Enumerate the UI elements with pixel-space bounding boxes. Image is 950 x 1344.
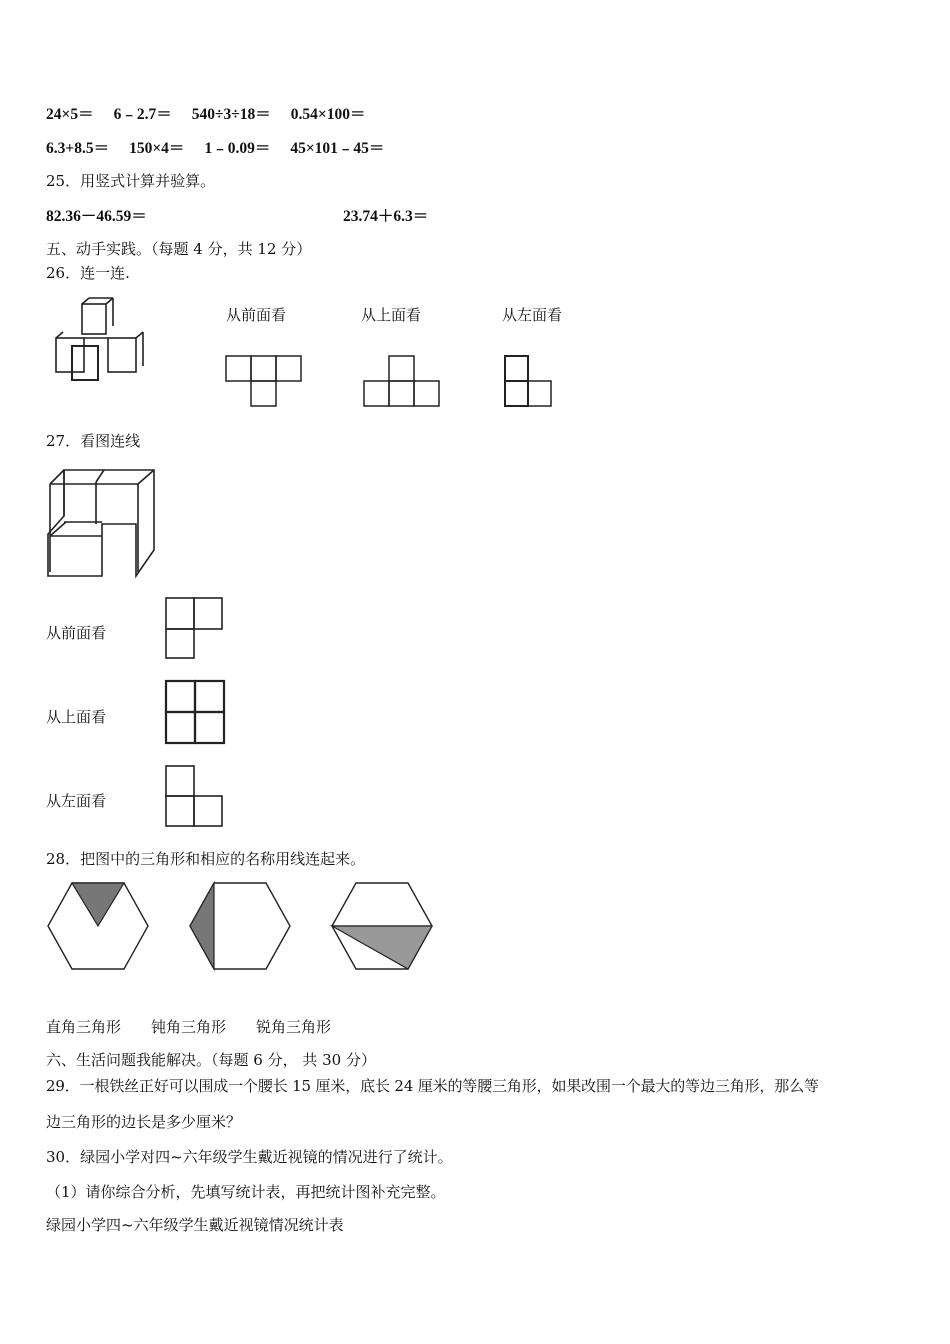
q25-expr-1: 82.36－46.59＝ xyxy=(46,208,147,225)
q27-label-top: 从上面看 xyxy=(46,708,107,726)
calc-row-1 xyxy=(46,102,385,124)
calc-item: 0.54×100＝ xyxy=(290,106,366,123)
q26-front-view-shape xyxy=(224,352,304,408)
triangle-name-right: 直角三角形 xyxy=(46,1018,122,1036)
q25-title: 25．用竖式计算并验算。 xyxy=(46,172,216,190)
q28-hexagon-2 xyxy=(188,880,292,972)
q29-line-1: 29．一根铁丝正好可以围成一个腰长 15 厘米，底长 24 厘米的等腰三角形，如果改围一个最大的等边三角形，那么等 xyxy=(46,1077,819,1095)
calc-row-2 xyxy=(46,136,404,158)
calc-item: 540÷3÷18＝ xyxy=(191,106,271,123)
calc-item: 45×101﹣45＝ xyxy=(290,140,385,157)
triangle-name-obtuse: 钝角三角形 xyxy=(151,1018,227,1036)
q27-title: 27．看图连线 xyxy=(46,432,141,450)
q25-expr-2: 23.74＋6.3＝ xyxy=(343,208,429,225)
q30-sub-question-1: （1）请你综合分析，先填写统计表，再把统计图补充完整。 xyxy=(46,1183,446,1201)
q28-title: 28．把图中的三角形和相应的名称用线连起来。 xyxy=(46,850,366,868)
q27-left-view-shape xyxy=(162,762,226,830)
q27-cube-figure xyxy=(46,464,158,580)
q27-label-front: 从前面看 xyxy=(46,624,107,642)
q26-cube-figure xyxy=(46,296,151,386)
q26-view-left-label: 从左面看 xyxy=(502,306,563,324)
q26-view-front-label: 从前面看 xyxy=(226,306,287,324)
q27-top-view-shape xyxy=(162,678,230,746)
section5-title: 五、动手实践。（每题 4 分，共 12 分） xyxy=(46,240,312,258)
q26-view-top-label: 从上面看 xyxy=(361,306,422,324)
calc-item: 6.3+8.5＝ xyxy=(46,140,110,157)
q27-label-left: 从左面看 xyxy=(46,792,107,810)
calc-item: 1﹣0.09＝ xyxy=(204,140,271,157)
q26-top-view-shape xyxy=(362,352,442,408)
section6-title: 六、生活问题我能解决。（每题 6 分， 共 30 分） xyxy=(46,1051,376,1069)
calc-item: 150×4＝ xyxy=(129,140,185,157)
calc-item: 24×5＝ xyxy=(46,106,94,123)
q28-names-row xyxy=(46,1016,361,1037)
q30-title: 30．绿园小学对四~六年级学生戴近视镜的情况进行了统计。 xyxy=(46,1148,453,1166)
q29-line-2: 边三角形的边长是多少厘米？ xyxy=(46,1113,242,1131)
q26-left-view-shape xyxy=(502,352,558,408)
q30-table-title: 绿园小学四~六年级学生戴近视镜情况统计表 xyxy=(46,1216,344,1234)
q27-front-view-shape xyxy=(162,594,226,662)
q26-title: 26．连一连. xyxy=(46,264,130,282)
calc-item: 6﹣2.7＝ xyxy=(113,106,172,123)
q28-hexagon-3 xyxy=(330,880,434,972)
q28-hexagon-1 xyxy=(46,880,150,972)
triangle-name-acute: 锐角三角形 xyxy=(256,1018,332,1036)
